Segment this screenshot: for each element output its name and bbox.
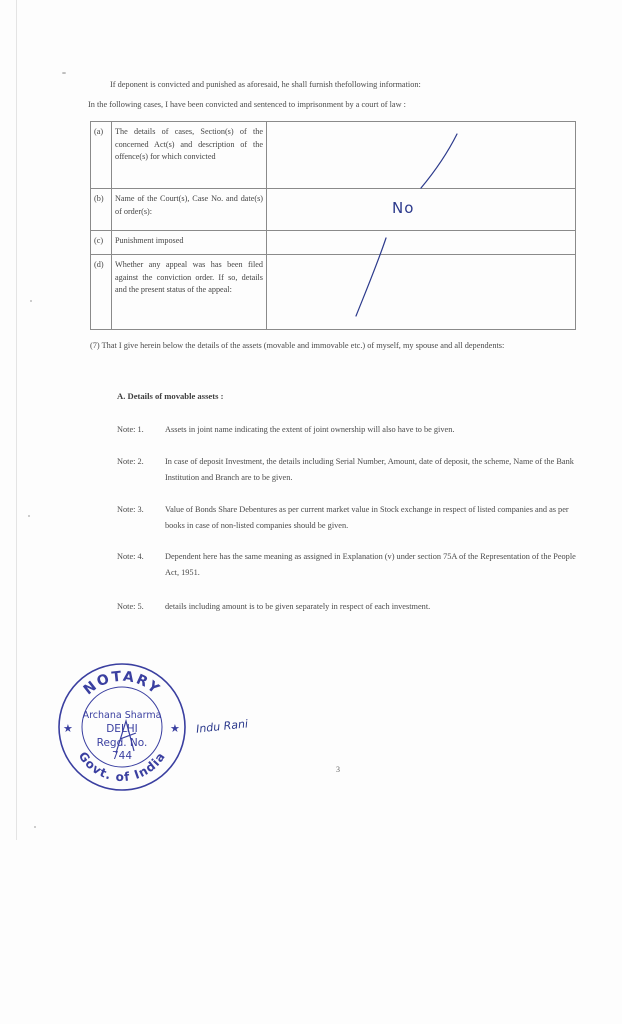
note-item	[117, 454, 587, 485]
conviction-table	[90, 121, 576, 330]
row-description: The details of cases, Section(s) of the concerned Act(s) and description of the offence(s) for which convicted	[112, 122, 267, 189]
stamp-city: DELHI	[106, 723, 138, 735]
handwritten-slash-top	[414, 130, 464, 192]
handwritten-answer: No	[392, 199, 415, 217]
scan-speck	[30, 300, 32, 302]
note-item	[117, 599, 587, 615]
scan-speck	[28, 515, 30, 517]
paragraph-7: (7) That I give herein below the details of the assets (movable and immovable etc.) of myself, my spouse and all dependents:	[90, 341, 505, 350]
note-text: Dependent here has the same meaning as assigned in Explanation (v) under section 75A of the Representation of the People Act, 1951.	[165, 552, 576, 577]
stamp-regd: Regd. No.	[96, 737, 148, 749]
note-item	[117, 549, 587, 580]
table-row	[91, 122, 576, 189]
table-row	[91, 231, 576, 255]
table-row	[91, 189, 576, 231]
stamp-bottom-text: Govt. of India	[75, 749, 169, 785]
row-label: (b)	[91, 189, 112, 231]
row-label: (d)	[91, 255, 112, 330]
scan-speck	[34, 826, 36, 828]
row-label: (c)	[91, 231, 112, 255]
row-description: Name of the Court(s), Case No. and date(s) of order(s):	[112, 189, 267, 231]
handwritten-slash-bottom	[348, 234, 392, 320]
note-label: Note: 3.	[117, 505, 144, 514]
note-text: In case of deposit Investment, the details including Serial Number, Amount, date of deposit, the scheme, Name of the Bank Institution and Branch are to be given.	[165, 457, 574, 482]
stamp-name: Archana Sharma	[82, 710, 162, 721]
note-label: Note: 4.	[117, 552, 144, 561]
stamp-top-text: NOTARY	[80, 668, 164, 699]
row-label: (a)	[91, 122, 112, 189]
note-label: Note: 2.	[117, 457, 144, 466]
note-item	[117, 422, 587, 438]
row-description: Whether any appeal was has been filed against the conviction order. If so, details and the present status of the appeal:	[112, 255, 267, 330]
intro-line-2: In the following cases, I have been convicted and sentenced to imprisonment by a court of law :	[88, 100, 406, 109]
note-label: Note: 1.	[117, 425, 144, 434]
page-number: 3	[336, 765, 340, 774]
row-answer	[267, 255, 576, 330]
row-answer	[267, 231, 576, 255]
note-item	[117, 502, 587, 533]
signature: Indu Rani	[195, 717, 249, 736]
stamp-number: 744	[111, 750, 133, 762]
star-icon: ★	[170, 722, 180, 735]
intro-line-1: If deponent is convicted and punished as aforesaid, he shall furnish thefollowing information:	[110, 80, 421, 89]
table-row	[91, 255, 576, 330]
row-answer	[267, 189, 576, 231]
note-text: Assets in joint name indicating the extent of joint ownership will also have to be given.	[165, 425, 455, 434]
scan-speck	[62, 72, 66, 74]
note-text: details including amount is to be given separately in respect of each investment.	[165, 602, 431, 611]
note-label: Note: 5.	[117, 602, 144, 611]
note-text: Value of Bonds Share Debentures as per current market value in Stock exchange in respect of listed companies and as per books in case of non-listed companies should be given.	[165, 505, 569, 530]
section-heading: A. Details of movable assets :	[117, 391, 224, 401]
row-description: Punishment imposed	[112, 231, 267, 255]
notary-stamp	[56, 661, 188, 793]
scan-edge	[16, 0, 17, 840]
star-icon: ★	[63, 722, 73, 735]
